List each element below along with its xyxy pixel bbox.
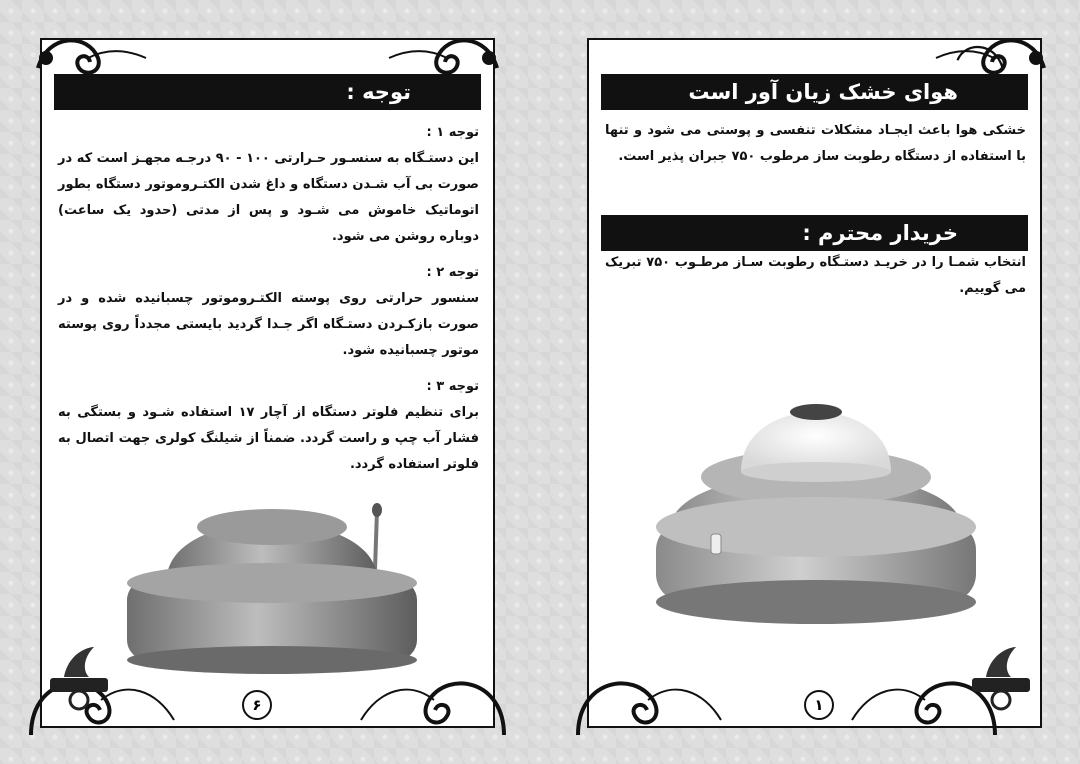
title-text: خریدار محترم : [802,221,958,245]
page-number: ۱ [804,690,834,720]
title-text: توجه : [346,80,411,104]
notes-section [58,120,479,478]
page-title [54,74,481,110]
ornament-swirl-icon [573,650,723,740]
section-title-2 [601,215,1028,251]
section-title-1 [601,74,1028,110]
ornament-swirl-icon [359,650,509,740]
brand-logo-icon [44,642,114,712]
note-body: این دستـگاه به سنسـور حـرارتی ۱۰۰ - ۹۰ درجـه مجهـز است که در صورت بی آب شـدن دستگاه و داغ شدن الکتـروموتور دستگاه بطور اتوماتیک خاموش می شـود و پس از مدتی (حدود یک ساعت) دوباره روشن می شود. [58,151,479,244]
note-2 [58,260,479,364]
brand-logo-icon [966,642,1036,712]
humidifier-image [122,465,422,680]
right-page [587,38,1042,728]
note-body: برای تنظیم فلوتر دستگاه از آچار ۱۷ استفاده شـود و بستگی به فشار آب چپ و راست گردد. ضمناً از شیلنگ کولری جهت اتصال به فلوتر استفاده گردد. [58,405,479,472]
title-text: هوای خشک زیان آور است [688,80,958,104]
paragraph-1: خشکی هوا باعث ایجـاد مشکلات تنفسی و پوستی می شود و تنها با استفاده از دستگاه رطوبت ساز مرطوب ۷۵۰ جبران پذیر است. [605,123,1026,164]
note-heading: توجه ۱ : [426,125,479,140]
note-heading: توجه ۳ : [426,379,479,394]
left-page [40,38,495,728]
note-3 [58,374,479,478]
paragraph-2: انتخاب شمـا را در خریـد دستـگاه رطوبت سـاز مرطـوب ۷۵۰ تبریک می گوییم. [605,255,1026,296]
humidifier-image [651,362,981,637]
note-body: سنسور حرارتی روی پوسته الکتـروموتور چسبانیده شده و در صورت بازکـردن دستـگاه اگر جـدا گردید بایستی مجدداً روی پوسته موتور چسبانیده شود. [58,291,479,358]
page-number: ۶ [242,690,272,720]
note-heading: توجه ۲ : [426,265,479,280]
note-1 [58,120,479,250]
